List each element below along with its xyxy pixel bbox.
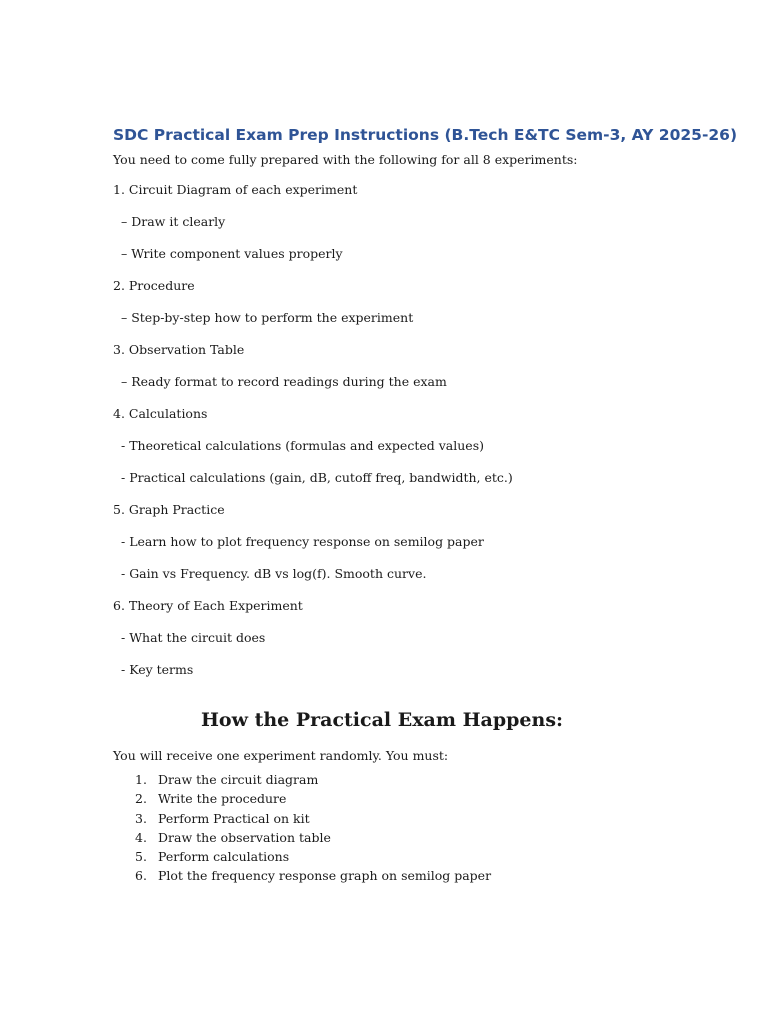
exam-step — [113, 770, 713, 789]
prep-item: 2. Procedure — [113, 278, 195, 293]
exam-step — [113, 828, 713, 847]
prep-subitem: – Ready format to record readings during the exam — [121, 374, 447, 389]
exam-step-text: Draw the circuit diagram — [158, 772, 319, 787]
exam-steps-list — [113, 770, 713, 886]
exam-step-number: 2. — [135, 791, 147, 807]
document-page — [113, 122, 738, 886]
exam-step — [113, 866, 713, 885]
exam-step-text: Perform Practical on kit — [158, 810, 310, 826]
prep-subitem: - What the circuit does — [121, 630, 266, 645]
prep-item: 1. Circuit Diagram of each experiment — [113, 182, 358, 197]
prep-subitem: – Step-by-step how to perform the experiment — [121, 310, 414, 325]
exam-section-heading: How the Practical Exam Happens: — [200, 709, 564, 731]
intro-text: You need to come fully prepared with the following for all 8 experiments: — [113, 152, 578, 167]
exam-step-number: 3. — [135, 810, 147, 826]
exam-step-number: 6. — [135, 868, 147, 884]
prep-subitem: – Draw it clearly — [121, 214, 226, 229]
prep-subitem: - Learn how to plot frequency response on semilog paper — [121, 534, 484, 549]
exam-step-number: 1. — [135, 772, 147, 787]
prep-item: 6. Theory of Each Experiment — [113, 598, 303, 613]
document-title: SDC Practical Exam Prep Instructions (B.Tech E&TC Sem-3, AY 2025-26) — [113, 126, 738, 144]
exam-step-number: 5. — [135, 849, 147, 865]
exam-step — [113, 809, 713, 828]
exam-step-text: Draw the observation table — [158, 829, 331, 845]
exam-step-text: Write the procedure — [158, 791, 287, 807]
prep-list — [113, 180, 713, 692]
exam-step-number: 4. — [135, 829, 147, 845]
prep-item: 5. Graph Practice — [113, 502, 225, 517]
prep-subitem: - Key terms — [121, 662, 194, 677]
prep-subitem: - Theoretical calculations (formulas and expected values) — [121, 438, 484, 453]
prep-subitem: – Write component values properly — [121, 246, 343, 261]
exam-step — [113, 789, 713, 808]
prep-subitem: - Gain vs Frequency. dB vs log(f). Smooth curve. — [121, 566, 427, 581]
prep-item: 4. Calculations — [113, 406, 208, 421]
prep-item: 3. Observation Table — [113, 342, 245, 357]
exam-step-text: Plot the frequency response graph on semilog paper — [158, 868, 492, 884]
exam-lead-text: You will receive one experiment randomly. You must: — [113, 748, 449, 763]
prep-subitem: - Practical calculations (gain, dB, cutoff freq, bandwidth, etc.) — [121, 470, 513, 485]
exam-step — [113, 847, 713, 866]
exam-step-text: Perform calculations — [158, 849, 290, 865]
